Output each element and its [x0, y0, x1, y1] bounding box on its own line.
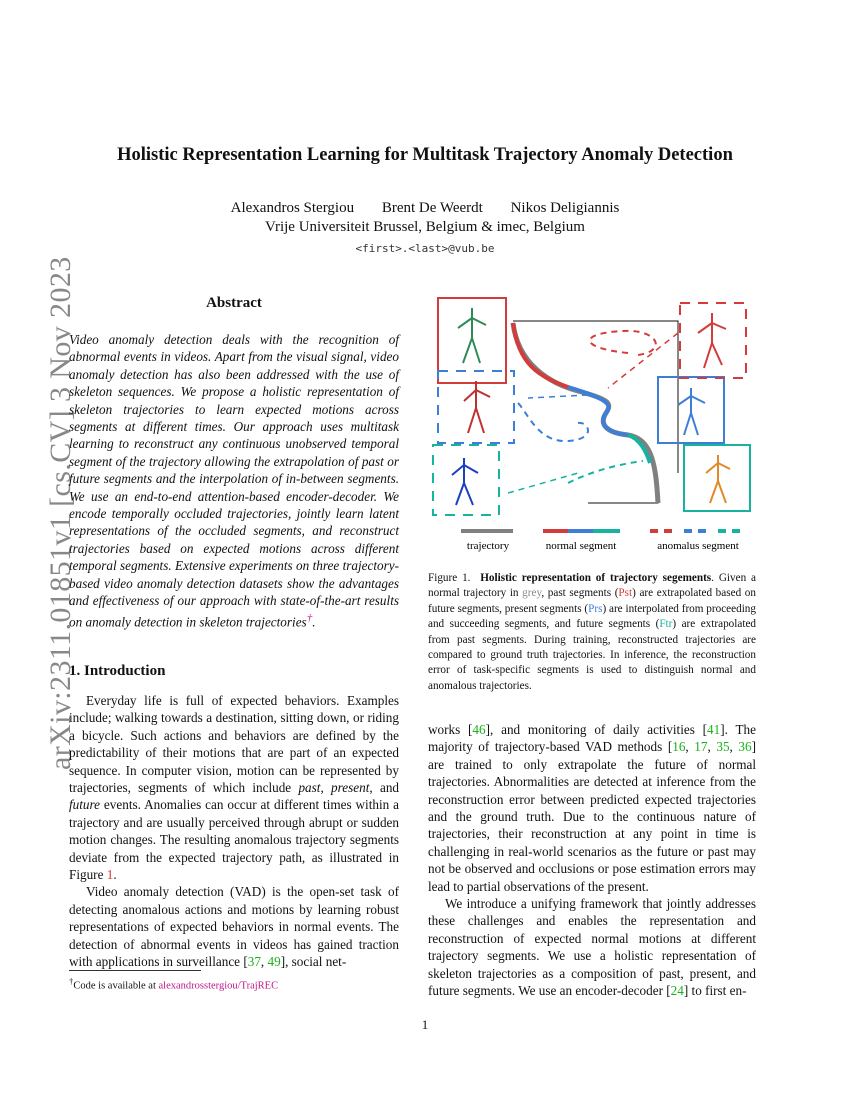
citation-link[interactable]: 35 [716, 739, 730, 755]
legend-label-trajectory: trajectory [466, 540, 510, 552]
citation-link[interactable]: 46 [472, 722, 486, 737]
trajectory-path [513, 323, 658, 503]
past-segment-path [513, 323, 568, 387]
author-list [0, 200, 850, 217]
anomalous-future-panel [433, 445, 499, 515]
caption-bold: Holistic representation of trajectory segements [480, 572, 712, 584]
paper-title: Holistic Representation Learning for Multitask Trajectory Anomaly Detection [117, 145, 733, 165]
text-run: , [260, 954, 268, 970]
footnote-dagger: † [69, 976, 74, 986]
footnote [69, 976, 399, 992]
citation-link[interactable]: 17 [694, 739, 708, 755]
text-run: future [69, 797, 101, 813]
right-column-text [428, 721, 756, 1000]
citation-link[interactable]: 16 [672, 739, 686, 755]
text-run: ]. The majority of trajectory-based VAD methods [ [428, 722, 756, 755]
text-run: ) are interpolated from proceeding and succeeding segments, and future segments ( [428, 602, 756, 631]
text-run: ] to first en- [683, 983, 747, 999]
skeleton [706, 455, 730, 503]
anomalous-past-path [590, 331, 656, 355]
text-run: ) are extrapolated based on future segments, present segments ( [428, 587, 756, 615]
text-run: , [685, 739, 695, 755]
text-run: , past segments ( [541, 587, 619, 600]
anomalous-present-path [518, 403, 588, 441]
citation-link[interactable]: 36 [738, 739, 752, 755]
figure-1 [428, 293, 758, 561]
page-number: 1 [421, 1017, 429, 1032]
frame-line [588, 493, 658, 503]
author-1: Alexandros Stergiou [230, 200, 355, 216]
author-2: Brent De Weerdt [381, 200, 483, 216]
legend-label-anomalous: anomalus segment [657, 540, 739, 552]
text-run: . [113, 867, 117, 883]
text-run: works [ [428, 722, 473, 737]
caption-label: Figure 1. [428, 572, 471, 584]
text-run: past [298, 780, 321, 796]
skeleton [698, 313, 726, 368]
text-run: ] are trained to only extrapolate the future of normal trajectories. Abnormalities are detected at inference from the reconstruction error between predicted expected trajectories and the ground truth. Due to the continuous nature of trajectories, their reconstruction at any point in time is challenging in real-world scenarios as the future or past may not be observed and occlusions or pose estimation errors may lead to partial observations of the present. [428, 739, 756, 894]
anomalous-future-link [508, 473, 578, 493]
caption-prs: Prs [588, 602, 603, 615]
right-paragraph-1 [428, 721, 756, 895]
citation-link[interactable]: 37 [247, 954, 261, 970]
arxiv-stamp [6, 256, 77, 770]
text-run: We introduce a unifying framework that jointly addresses these challenges and enables the representation and reconstruction of expected normal motions at different trajectory segments. We use a holistic representation of skeleton trajectories as a composition of past, present, and future segments. We use an encoder-decoder [ [428, 896, 756, 999]
text-run: Everyday life is full of expected behaviors. Examples include; walking towards a destination, sitting down, or riding a bicycle. Such actions and behaviors are defined by the predictability of their motions that are part of an expected sequence. In computer vision, motion can be represented by trajectories, segments of which include [69, 693, 399, 796]
text-run: ], social net- [280, 954, 347, 970]
caption-ftr: Ftr [659, 618, 673, 631]
citation-link[interactable]: 24 [670, 983, 684, 999]
text-run: present [331, 780, 370, 796]
email: <first>.<last>@vub.be [355, 242, 495, 255]
text-run: Video anomaly detection (VAD) is the open-set task of detecting anomalous actions and motions by learning robust representations of expected behaviors in normal events. The detection of abnormal events in videos has gained traction with applications in surveillance [ [69, 884, 399, 970]
intro-paragraph-2 [69, 883, 399, 970]
author-3: Nikos Deligiannis [510, 200, 620, 216]
figure-ref-link[interactable]: 1 [106, 867, 114, 883]
abstract-heading: Abstract [206, 295, 262, 311]
caption-grey: grey [522, 587, 542, 600]
text-run: . Given a normal trajectory in [428, 572, 756, 600]
intro-paragraph-1 [69, 692, 399, 883]
text-run: ], and monitoring of daily activities [ [485, 722, 708, 737]
legend-label-normal: normal segment [545, 540, 617, 552]
footnote-rule [69, 970, 201, 971]
footnote-text: Code is available at [73, 980, 159, 992]
text-run: , [729, 739, 739, 755]
text-run: , [320, 780, 332, 796]
intro-text [69, 692, 399, 971]
skeleton [464, 381, 490, 433]
arxiv-stamp-text: arXiv:2311.01851v1 [cs.CV] 3 Nov 2023 [44, 256, 77, 770]
present-segment-path [568, 387, 628, 435]
text-run: ) are extrapolated from past segments. During training, reconstructed trajectories are compared to ground truth trajectories. In inference, the reconstruction error of task-specific segments is used to distinguish normal and anomalous trajectories. [428, 618, 756, 692]
anomalous-present-link [528, 395, 588, 398]
citation-link[interactable]: 41 [707, 722, 721, 737]
right-paragraph-2 [428, 895, 756, 999]
abstract-body: Video anomaly detection deals with the recognition of abnormal events in videos. Apart from the visual signal, video anomaly detection has also been addressed with the use of skeleton sequences. We propose a holistic representation of skeleton trajectories to learn expected motions across segments at different times. Our approach uses multitask learning to reconstruct any continuous unobserved temporal segment of the trajectory allowing the extrapolation of past or future segments and the interpolation of in-between segments. We use an end-to-end attention-based encoder-decoder. We encode temporally occluded trajectories, jointly learn latent representations of the occluded segments, and reconstruct trajectories based on expected motions across different temporal segments. Extensive experiments on three trajectory-based video anomaly detection datasets show the advantages and effectiveness of our approach with state-of-the-art results on anomaly detection in skeleton trajectories [69, 332, 399, 629]
intro-heading: 1. Introduction [69, 663, 166, 679]
citation-link[interactable]: 49 [267, 954, 281, 970]
skeleton [678, 388, 705, 435]
abstract-text [69, 331, 399, 630]
figure-caption [428, 571, 756, 694]
abstract-end: . [312, 613, 316, 629]
anomalous-future-path [568, 461, 643, 483]
abstract-dagger[interactable]: † [306, 611, 313, 624]
anomalous-past-link [608, 333, 678, 388]
figure-1-illustration [428, 293, 758, 561]
footnote-link[interactable]: alexandrosstergiou/TrajREC [158, 980, 279, 992]
text-run: , and [369, 780, 400, 796]
skeleton [458, 308, 486, 363]
text-run: events. Anomalies can occur at different times within a trajectory and are usually perceived through abrupt or sudden motion changes. The resulting anomalous trajectory segments deviate from the expected trajectory path, as illustrated in Figure [69, 797, 399, 883]
affiliation: Vrije Universiteit Brussel, Belgium & imec, Belgium [265, 219, 585, 235]
text-run: , [707, 739, 717, 755]
skeleton [452, 458, 478, 505]
caption-pst: Pst [618, 587, 633, 600]
